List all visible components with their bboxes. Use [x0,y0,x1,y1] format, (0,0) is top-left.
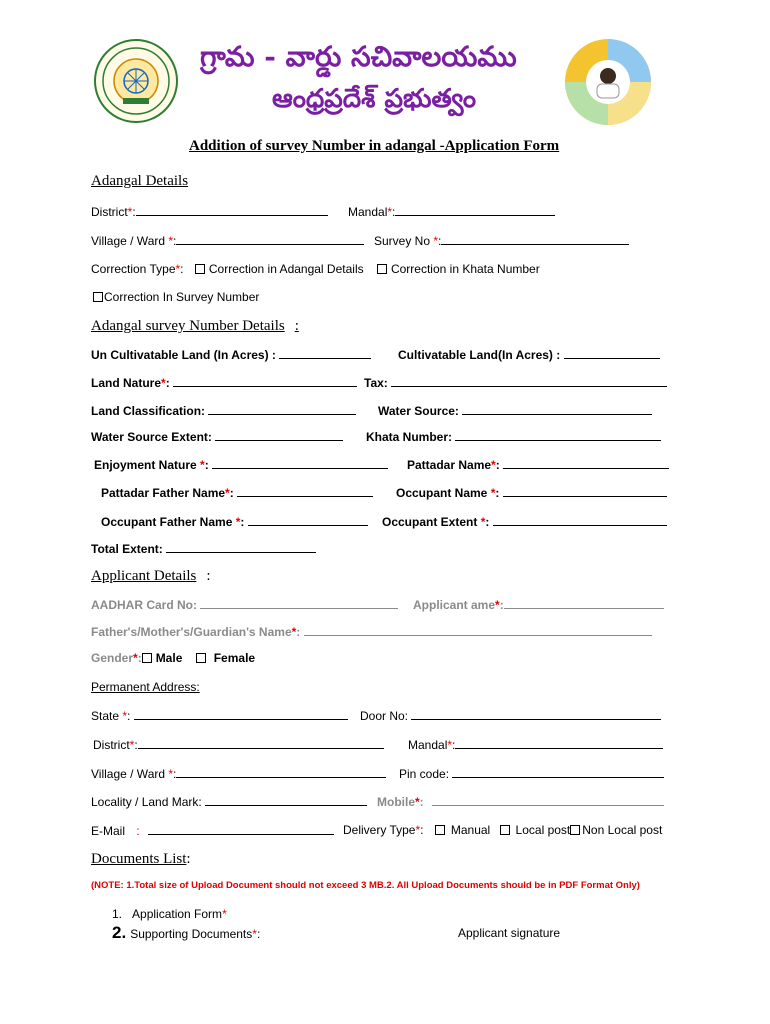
document-label: Supporting Documents [130,927,253,941]
state-label: State [91,709,123,723]
section-heading: Adangal Details [91,173,189,189]
colon: : [206,568,211,584]
village-blank[interactable] [176,766,386,778]
survey-no-field[interactable] [374,233,629,248]
aadhar-blank[interactable] [200,597,398,609]
district-label: District [91,205,128,219]
colon: : [256,927,261,941]
required-star: * [129,738,135,752]
section-survey-number-details [91,318,299,335]
occupant-name-field[interactable] [396,485,667,500]
list-number: 1. [112,907,123,921]
option-label: Correction In Survey Number [104,290,260,304]
state-blank[interactable] [134,708,348,720]
applicant-name-blank[interactable] [504,597,664,609]
required-star: * [415,795,420,809]
pin-code-label: Pin code: [399,767,453,781]
section-heading: Documents List [91,851,187,867]
section-documents-list [91,851,191,868]
required-star: * [168,234,174,248]
cultivatable-label: Cultivatable Land(In Acres) : [398,348,564,362]
header-telugu-line-2: ఆంధ్రప్రదేశ్ ప్రభుత్వం [272,84,477,114]
required-star: * [480,515,486,529]
aadhar-field[interactable] [91,597,398,612]
section-adangal-details [91,173,188,190]
gender-row [91,651,255,665]
colon: : [173,234,177,248]
village-field[interactable] [91,233,364,248]
total-extent-field[interactable] [91,541,316,556]
applicant-mandal-field[interactable] [408,737,663,752]
occupant-name-label: Occupant Name [396,486,491,500]
locality-blank[interactable] [205,794,367,806]
guardian-name-label: Father's/Mother's/Guardian's Name [91,625,292,639]
mandal-label: Mandal [348,205,388,219]
option-label: Correction in Adangal Details [208,262,364,276]
colon: : [165,376,174,390]
document-item-application-form [112,907,227,921]
district-field[interactable] [91,204,328,219]
required-star: * [200,458,205,472]
mandal-blank[interactable] [395,204,555,216]
tax-label: Tax: [364,376,392,390]
colon: : [485,515,493,529]
enjoyment-nature-field[interactable] [94,457,388,472]
enjoyment-nature-label: Enjoyment Nature [94,458,201,472]
water-source-extent-field[interactable] [91,429,343,444]
required-star: * [433,234,439,248]
checkbox-manual[interactable] [435,825,445,835]
option-label: Correction in Khata Number [390,262,540,276]
aadhar-label: AADHAR Card No: [91,598,201,612]
colon: : [452,738,456,752]
required-star: * [415,823,421,837]
correction-type-label: Correction Type [91,262,176,276]
checkbox-correction-khata[interactable] [377,264,387,274]
occupant-extent-label: Occupant Extent [382,515,481,529]
colon: : [127,709,134,723]
village-blank[interactable] [176,233,364,245]
uncultivatable-blank[interactable] [279,347,371,359]
guardian-name-field[interactable] [91,624,652,639]
total-extent-blank[interactable] [166,541,316,553]
door-no-blank[interactable] [411,708,661,720]
mobile-label: Mobile [377,795,415,809]
female-label: Female [213,651,256,665]
occupant-father-name-field[interactable] [101,514,368,529]
total-extent-label: Total Extent: [91,542,167,556]
upload-note: (NOTE: 1.Total size of Upload Document should not exceed 3 MB.2. All Upload Documents should be in PDF Format Only) [91,880,640,891]
required-star: * [447,738,453,752]
mandal-label: Mandal [408,738,448,752]
form-title: Addition of survey Number in adangal -Application Form [189,138,560,154]
required-star: * [127,205,133,219]
checkbox-non-local-post[interactable] [570,825,580,835]
enjoyment-nature-blank[interactable] [212,457,388,469]
survey-no-label: Survey No [374,234,434,248]
colon: : [136,824,140,838]
required-star: * [491,458,496,472]
applicant-village-field[interactable] [91,766,386,781]
required-star: * [291,625,297,639]
land-classification-label: Land Classification: [91,404,209,418]
tax-blank[interactable] [391,375,667,387]
colon: : [296,625,304,639]
checkbox-correction-adangal[interactable] [195,264,205,274]
locality-field[interactable] [91,794,367,809]
required-star: * [133,651,138,665]
applicant-name-field[interactable] [413,597,664,612]
mobile-field[interactable] [377,794,664,809]
district-label: District [93,738,130,752]
required-star: * [122,709,128,723]
email-field[interactable] [91,823,334,838]
required-star: * [222,907,227,921]
male-label: Male [155,651,183,665]
colon: : [134,738,138,752]
uncultivatable-land-field[interactable] [91,347,371,362]
pattadar-father-label: Pattadar Father Name [101,486,226,500]
document-item-supporting [112,923,260,943]
required-star: * [161,376,166,390]
pattadar-name-blank[interactable] [503,457,669,469]
pin-code-field[interactable] [399,766,664,781]
document-label: Application Form [132,907,223,921]
colon: : [420,823,424,837]
district-blank[interactable] [136,204,328,216]
applicant-signature-label: Applicant signature [458,926,561,940]
required-star: * [175,262,181,276]
applicant-name-label: Applicant ame [413,598,496,612]
water-source-field[interactable] [378,403,652,418]
colon: : [180,262,184,276]
gender-label: Gender [91,651,134,665]
colon: : [204,458,213,472]
colon: : [392,205,396,219]
state-field[interactable] [91,708,348,723]
land-nature-label: Land Nature [91,376,162,390]
colon: : [495,486,503,500]
district-blank[interactable] [138,737,384,749]
header-telugu-line-1: గ్రామ - వార్డు సచివాలయము [200,40,517,73]
colon: : [229,486,238,500]
state-emblem-logo [93,38,179,124]
non-local-post-label: Non Local post [582,823,663,837]
khata-number-blank[interactable] [455,429,661,441]
required-star: * [235,515,241,529]
navaratnalu-logo [564,38,652,126]
required-star: * [225,486,230,500]
colon: : [419,795,424,809]
door-no-label: Door No: [360,709,412,723]
mandal-blank[interactable] [455,737,663,749]
correction-type-row [91,262,540,276]
applicant-district-field[interactable] [93,737,384,752]
water-source-label: Water Source: [378,404,463,418]
cultivatable-land-field[interactable] [398,347,660,362]
checkbox-female[interactable] [196,653,206,663]
pin-code-blank[interactable] [452,766,664,778]
checkbox-male[interactable] [142,653,152,663]
village-label: Village / Ward [91,234,169,248]
pattadar-name-field[interactable] [407,457,669,472]
required-star: * [387,205,393,219]
checkbox-local-post[interactable] [500,825,510,835]
water-source-extent-blank[interactable] [215,429,343,441]
occupant-extent-field[interactable] [382,514,667,529]
required-star: * [252,927,257,941]
khata-number-label: Khata Number: [366,430,456,444]
mandal-field[interactable] [348,204,555,219]
required-star: * [495,598,500,612]
colon: : [186,851,191,867]
required-star: * [168,767,174,781]
mobile-blank[interactable] [432,794,664,806]
section-heading: Applicant Details [91,568,197,584]
pattadar-father-name-field[interactable] [101,485,373,500]
land-nature-field[interactable] [91,375,357,390]
door-no-field[interactable] [360,708,661,723]
delivery-type-label: Delivery Type [343,823,416,837]
manual-label: Manual [450,823,491,837]
local-post-label: Local post [515,823,571,837]
occupant-father-blank[interactable] [248,514,368,526]
cultivatable-blank[interactable] [564,347,660,359]
colon: : [499,598,504,612]
permanent-address-heading: Permanent Address: [91,680,200,694]
land-classification-field[interactable] [91,403,356,418]
colon: : [240,515,248,529]
occupant-father-label: Occupant Father Name [101,515,236,529]
occupant-extent-blank[interactable] [493,514,667,526]
occupant-name-blank[interactable] [503,485,667,497]
pattadar-father-blank[interactable] [237,485,373,497]
water-source-blank[interactable] [462,403,652,415]
pattadar-name-label: Pattadar Name [407,458,492,472]
colon: : [294,318,299,334]
colon: : [132,205,136,219]
colon: : [137,651,142,665]
locality-label: Locality / Land Mark: [91,795,206,809]
guardian-name-blank[interactable] [304,624,652,636]
colon: : [173,767,177,781]
uncultivatable-label: Un Cultivatable Land (In Acres) : [91,348,280,362]
water-source-extent-label: Water Source Extent: [91,430,216,444]
checkbox-correction-survey[interactable] [93,292,103,302]
section-applicant-details [91,568,211,585]
correction-survey-row [91,290,259,304]
required-star: * [490,486,496,500]
village-label: Village / Ward [91,767,169,781]
delivery-type-row [343,823,662,837]
list-number: 2. [112,923,127,942]
email-blank[interactable] [148,823,334,835]
tax-field[interactable] [364,375,667,390]
section-heading: Adangal survey Number Details [91,318,285,334]
survey-no-blank[interactable] [441,233,629,245]
land-classification-blank[interactable] [208,403,356,415]
colon: : [495,458,504,472]
email-label: E-Mail [91,824,129,838]
colon: : [438,234,442,248]
land-nature-blank[interactable] [173,375,357,387]
khata-number-field[interactable] [366,429,661,444]
